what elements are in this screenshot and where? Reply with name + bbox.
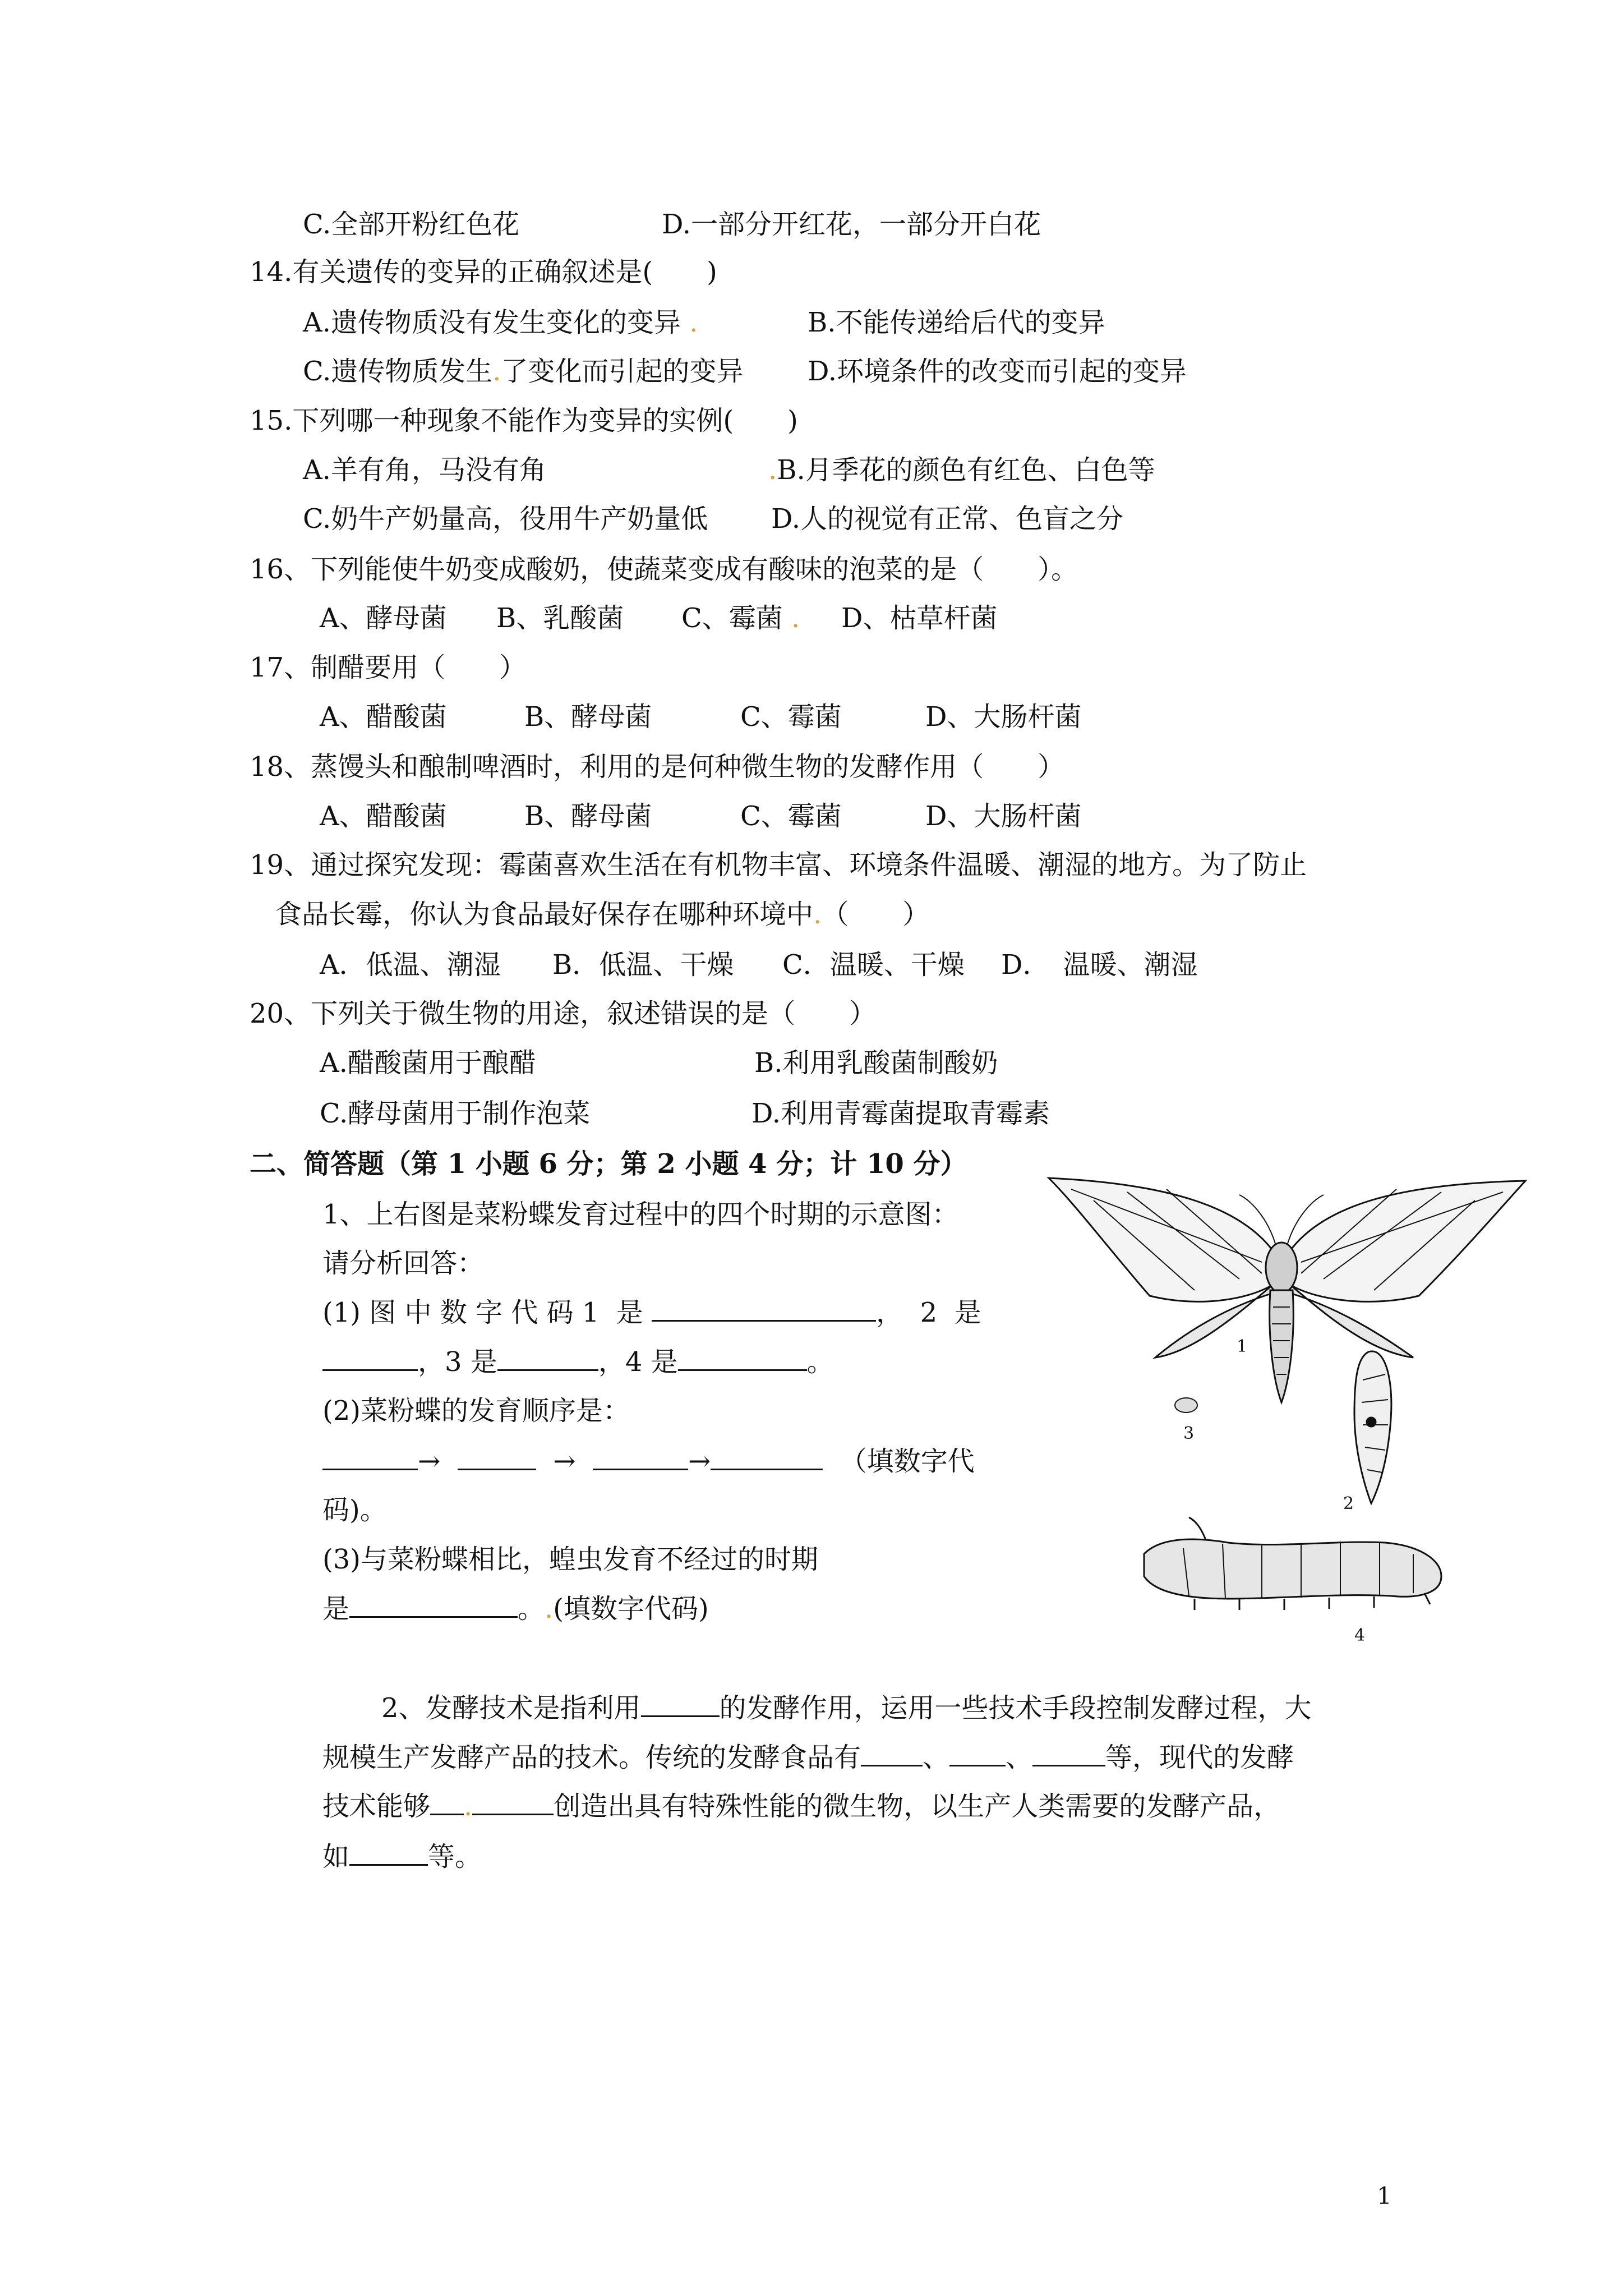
- label-1: 1: [1237, 1337, 1248, 1356]
- sequence-blank-3[interactable]: [593, 1446, 688, 1470]
- sa1-part2-sequence: → → → （填数字代: [322, 1444, 975, 1478]
- sa1-part1-cont: ，3 是 ，4 是 。: [322, 1345, 834, 1379]
- q16-option-a: A、酵母菌: [320, 602, 447, 634]
- life-cycle-figure: [1026, 1167, 1548, 1649]
- q18-option-d: D、大肠杆菌: [925, 800, 1082, 832]
- blank-food-2[interactable]: [949, 1742, 1006, 1766]
- q13-option-c: C.全部开粉红色花: [303, 209, 520, 240]
- sa1-instruction: 请分析回答：: [322, 1248, 485, 1279]
- sa2-line4: 如 等。: [322, 1841, 482, 1872]
- larva-illustration: [1144, 1517, 1441, 1610]
- q16-stem: 16、下列能使牛奶变成酸奶，使蔬菜变成有酸味的泡菜的是（ ）。: [250, 554, 1078, 585]
- q17-option-c: C、霉菌: [740, 701, 842, 733]
- page-number: 1: [1377, 2182, 1392, 2210]
- q18-option-c: C、霉菌: [740, 800, 842, 832]
- label-3: 3: [1183, 1424, 1195, 1443]
- label-2: 2: [1343, 1494, 1354, 1513]
- q19-option-b: B．低温、干燥: [552, 949, 734, 981]
- q19-option-d: D． 温暖、潮湿: [1001, 949, 1198, 981]
- q20-option-d: D.利用青霉菌提取青霉素: [751, 1098, 1050, 1129]
- q15-option-a: A.羊有角，马没有角: [303, 454, 546, 486]
- blank-3[interactable]: [497, 1347, 598, 1371]
- q16-option-d: D、枯草杆菌: [841, 602, 998, 634]
- q20-option-c: C.酵母菌用于制作泡菜: [320, 1098, 591, 1129]
- q19-option-a: A．低温、潮湿: [320, 949, 501, 981]
- q14-option-a: A.遗传物质没有发生变化的变异 .: [303, 307, 698, 338]
- q16-option-b: B、乳酸菌: [496, 602, 624, 634]
- q18-option-b: B、酵母菌: [524, 800, 652, 832]
- section-heading: 二、简答题（第 1 小题 6 分；第 2 小题 4 分；计 10 分）: [250, 1148, 967, 1180]
- q19-stem-line2: 食品长霉，你认为食品最好保存在哪种环境中.（ ）: [275, 899, 930, 930]
- q14-option-c: C.遗传物质发生.了变化而引起的变异: [303, 356, 744, 387]
- blank-example[interactable]: [349, 1842, 428, 1866]
- q17-option-d: D、大肠杆菌: [925, 701, 1082, 733]
- q14-option-b: B.不能传递给后代的变异: [808, 307, 1105, 338]
- blank-1[interactable]: [652, 1297, 876, 1322]
- q16-option-c: C、霉菌 .: [681, 602, 800, 634]
- sa2-line1: 2、发酵技术是指利用 的发酵作用，运用一些技术手段控制发酵过程，大: [381, 1692, 1312, 1724]
- q18-stem: 18、蒸馒头和酿制啤酒时，利用的是何种微生物的发酵作用（ ）: [250, 751, 1065, 783]
- q18-option-a: A、醋酸菌: [320, 800, 447, 832]
- blank-2[interactable]: [322, 1347, 418, 1371]
- sa1-intro: 1、上右图是菜粉蝶发育过程中的四个时期的示意图：: [322, 1199, 959, 1230]
- label-4: 4: [1354, 1626, 1366, 1645]
- q17-option-a: A、醋酸菌: [320, 701, 447, 733]
- q20-option-a: A.醋酸菌用于酿醋: [320, 1047, 536, 1079]
- egg-illustration: [1175, 1398, 1197, 1412]
- q15-stem: 15.下列哪一种现象不能作为变异的实例( ): [250, 405, 798, 436]
- q14-stem: 14.有关遗传的变异的正确叙述是( ): [250, 256, 717, 288]
- q17-stem: 17、制醋要用（ ）: [250, 652, 527, 683]
- sa2-line2: 规模生产发酵产品的技术。传统的发酵食品有 、 、 等，现代的发酵: [322, 1742, 1294, 1773]
- q19-stem-line1: 19、通过探究发现：霉菌喜欢生活在有机物丰富、环境条件温暖、潮湿的地方。为了防止: [250, 849, 1307, 881]
- q15-option-d: D.人的视觉有正常、色盲之分: [771, 503, 1124, 535]
- q20-stem: 20、下列关于微生物的用途，叙述错误的是（ ）: [250, 998, 877, 1029]
- pupa-illustration: [1354, 1351, 1391, 1503]
- blank-food-3[interactable]: [1032, 1742, 1105, 1766]
- q15-option-b: .B.月季花的颜色有红色、白色等: [768, 454, 1155, 486]
- sa1-part2: (2)菜粉蝶的发育顺序是：: [322, 1395, 630, 1427]
- blank-part3[interactable]: [349, 1594, 518, 1618]
- sequence-blank-1[interactable]: [322, 1446, 418, 1470]
- blank-4[interactable]: [678, 1347, 807, 1371]
- sa2-line3: 技术能够 . 创造出具有特殊性能的微生物，以生产人类需要的发酵产品，: [322, 1791, 1281, 1822]
- q19-option-c: C．温暖、干燥: [782, 949, 965, 981]
- blank-fermentation-organism[interactable]: [641, 1693, 720, 1717]
- q15-option-c: C.奶牛产奶量高，役用牛产奶量低: [303, 503, 708, 535]
- sa1-part3: (3)与菜粉蝶相比，蝗虫发育不经过的时期: [322, 1544, 818, 1575]
- sa1-part3-answer: 是 。.(填数字代码): [322, 1593, 709, 1625]
- sequence-blank-2[interactable]: [458, 1446, 536, 1470]
- q14-option-d: D.环境条件的改变而引起的变异: [808, 356, 1187, 387]
- blank-technique-b[interactable]: [472, 1791, 554, 1815]
- blank-technique-a[interactable]: [430, 1791, 464, 1815]
- sa1-part2-tail: 码)。: [322, 1494, 387, 1526]
- q13-option-d: D.一部分开红花，一部分开白花: [662, 209, 1041, 240]
- adult-moth-illustration: [1049, 1178, 1525, 1402]
- q20-option-b: B.利用乳酸菌制酸奶: [754, 1047, 998, 1079]
- sa1-part1: (1) 图 中 数 字 代 码 1 是 ， 2 是: [322, 1297, 981, 1328]
- q17-option-b: B、酵母菌: [524, 701, 652, 733]
- blank-food-1[interactable]: [861, 1742, 923, 1766]
- sequence-blank-4[interactable]: [711, 1446, 823, 1470]
